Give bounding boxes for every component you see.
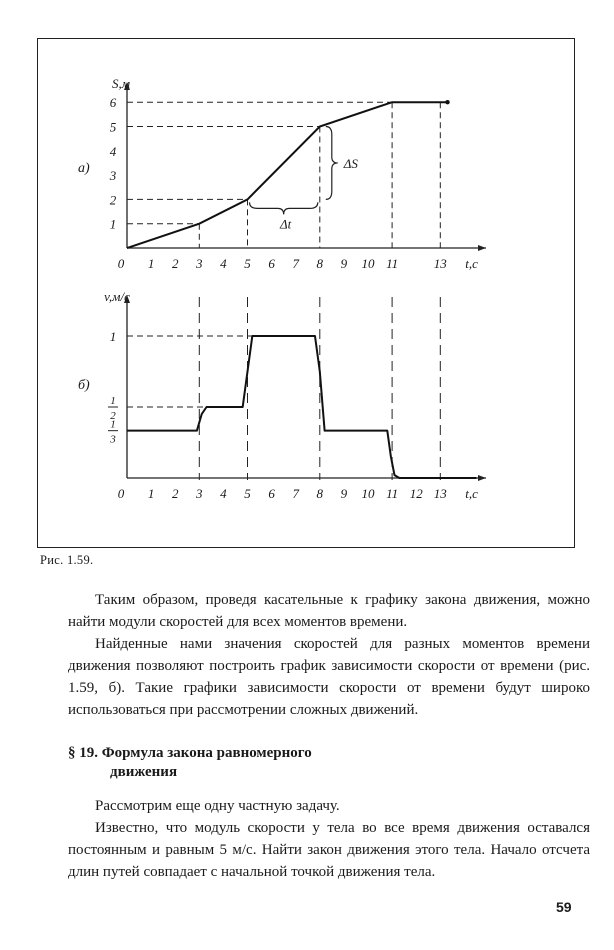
panel-a-label: а): [78, 161, 90, 176]
panel-b-x-tick-label: 12: [409, 486, 423, 501]
panel-a-x-tick-label: 11: [386, 256, 399, 271]
panel-a-y-axis-label: S,м: [111, 76, 131, 91]
paragraph-1: Таким образом, проведя касательные к графику закона движения, можно найти модули скоростей для всех моментов времени.: [68, 592, 590, 630]
page-number: 59: [556, 899, 572, 915]
panel-a-x-tick-label: 0: [117, 256, 125, 271]
panel-b-y-tick-denominator: 2: [110, 410, 116, 422]
panel-a-y-tick-label: 5: [109, 119, 117, 135]
panel-a-x-tick-label: 4: [220, 256, 227, 271]
panel-a-x-tick-label: 3: [196, 256, 203, 271]
panel-a-y-tick-label: 3: [109, 168, 117, 184]
panel-b-x-arrow: [478, 475, 486, 481]
panel-a-x-tick-label: 9: [340, 256, 348, 271]
panel-a-x-tick-label: 5: [244, 256, 251, 271]
panel-a-x-tick-label: 13: [433, 256, 447, 271]
panel-a-y-tick-label: 1: [109, 216, 117, 232]
panel-a-x-axis-label: t,c: [465, 256, 478, 271]
section-heading-line-1: § 19. Формула закона равномерного: [68, 745, 312, 761]
panel-a-y-tick-label: 2: [109, 192, 117, 208]
panel-b-x-tick-label: 10: [361, 486, 375, 501]
panel-a-x-tick-label: 1: [147, 256, 155, 271]
panel-b-y-tick-denominator: 3: [110, 433, 116, 446]
section-heading-line-2: движения: [110, 764, 178, 780]
panel-b-x-tick-label: 13: [433, 486, 447, 501]
panel-b-y-tick-numerator: 1: [110, 418, 116, 431]
panel-a-x-tick-label: 2: [171, 256, 179, 271]
panel-a-delta-t-label: Δt: [280, 216, 292, 232]
panel-a-x-tick-label: 6: [268, 256, 275, 271]
paragraph-3: Рассмотрим еще одну частную задачу.: [95, 798, 340, 814]
panel-b-x-tick-label: 11: [386, 486, 399, 501]
panel-a-delta-s-brace: [326, 127, 338, 200]
panel-a-y-tick-label: 6: [109, 95, 117, 111]
panel-b-label: б): [78, 378, 90, 393]
panel-b-x-tick-label: 6: [268, 486, 275, 501]
section-heading: [68, 744, 428, 782]
paragraph-4: Известно, что модуль скорости у тела во все время движения оставался постоянным и равным 5 м/с. Найти закон движения этого тела. Начало отсчета длин путей совпадает с начальной точкой движения тела.: [68, 820, 590, 880]
panel-b-y-tick-numerator: 1: [110, 395, 116, 407]
panel-a-delta-t-brace: [250, 202, 318, 214]
panel-a-y-tick-label: 4: [109, 143, 117, 159]
panel-b-x-tick-label: 0: [117, 486, 125, 501]
panel-b-y-tick-label: 1: [109, 329, 117, 344]
figure-frame: [37, 38, 575, 548]
panel-a-x-tick-label: 10: [361, 256, 375, 271]
panel-b-y-axis-label: v,м/с: [104, 289, 130, 304]
panel-a-x-tick-label: 8: [316, 256, 324, 271]
panel-b-x-tick-label: 7: [292, 486, 299, 501]
panel-a-x-arrow: [478, 245, 486, 251]
panel-b-x-tick-label: 1: [147, 486, 155, 501]
panel-a-x-tick-label: 7: [292, 256, 299, 271]
panel-b-x-tick-label: 4: [220, 486, 227, 501]
panel-b-x-tick-label: 9: [340, 486, 348, 501]
figure-svg: [38, 39, 576, 549]
panel-a-end-point: [445, 100, 449, 104]
paragraph-2: Найденные нами значения скоростей для разных моментов времени движения позволяют построить график зависимости скорости от времени (рис. 1.59, б). Такие графики зависимости скорости от времени будут широко использоваться при рассмотрении сложных движений.: [68, 636, 590, 718]
panel-b-x-axis-label: t,c: [465, 486, 478, 501]
panel-b-x-tick-label: 8: [316, 486, 324, 501]
panel-b-x-tick-label: 3: [196, 486, 203, 501]
panel-a-delta-s-label: ΔS: [343, 155, 358, 171]
figure-caption: Рис. 1.59.: [40, 553, 94, 567]
panel-b-x-tick-label: 5: [244, 486, 251, 501]
panel-b-x-tick-label: 2: [171, 486, 179, 501]
